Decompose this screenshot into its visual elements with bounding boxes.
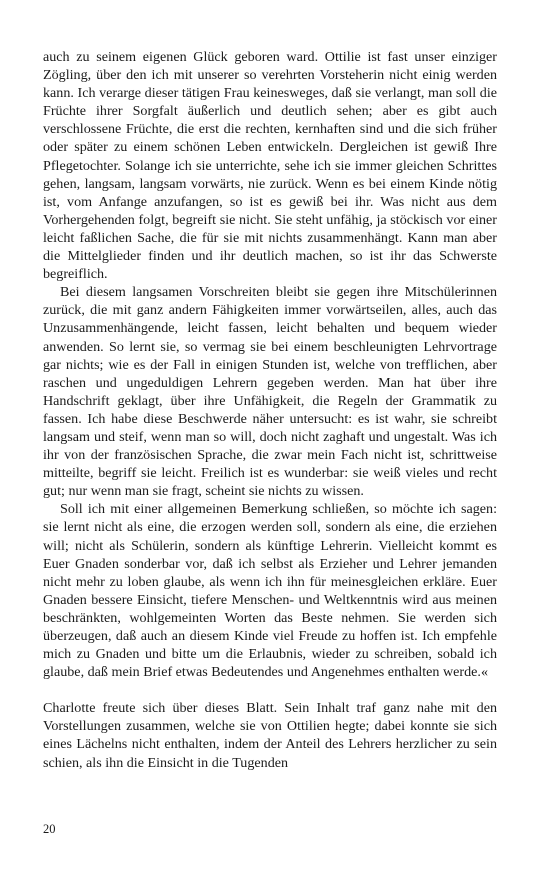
paragraph-slow-progress: Bei diesem langsamen Vorschreiten bleibt sie gegen ihre Mitschülerinnen zurück, die mit ganz andern Fähigkeiten immer vorwärtseilen, alles, auch das Unzusammenhängende, leicht fassen, leicht behalten und bequem wieder anwenden. So lernt sie, so vermag sie bei einem beschleunigten Lehrvortrage gar nichts; wie es der Fall in einigen Stunden ist, welche von trefflichen, aber raschen und ungeduldigen Lehrern gegeben werden. Man hat über ihre Handschrift geklagt, über ihre Unfähigkeit, die Regeln der Grammatik zu fassen. Ich habe diese Beschwerde näher untersucht: es ist wahr, sie schreibt langsam und steif, wenn man so will, doch nicht zaghaft und ungestalt. Was ich ihr von der französischen Sprache, die zwar mein Fach nicht ist, schrittweise mitteilte, begriff sie leicht. Freilich ist es wunderbar: sie weiß vieles und recht gut; nur wenn man sie fragt, scheint sie nichts zu wissen. <box>43 284 497 500</box>
paragraph-letter-continuation: auch zu seinem eigenen Glück geboren ward. Ottilie ist fast unser einziger Zögling, über den ich mit unserer so verehrten Vorsteherin nicht einig werden kann. Ich verarge dieser tätigen Frau keinesweges, daß sie verlangt, man soll die Früchte ihrer Sorgfalt äußerlich und deutlich sehen; aber es gibt auch verschlossene Früchte, die erst die rechten, kernhaften sind und die sich früher oder später zu einem schönen Leben entwickeln. Dergleichen ist gewiß Ihre Pflegetochter. Solange ich sie unterrichte, sehe ich sie immer gleichen Schrittes gehen, langsam, langsam vorwärts, nie zurück. Wenn es bei einem Kinde nötig ist, vom Anfange anzufangen, so ist es gewiß bei ihr. Was nicht aus dem Vorhergehenden folgt, begreift sie nicht. Sie steht unfähig, ja stöckisch vor einer leicht faßlichen Sache, die für sie mit nichts zusammenhängt. Kann man aber die Mittelglieder finden und ihr deutlich machen, so ist ihr das Schwerste begreiflich. <box>43 49 497 283</box>
paragraph-closing-remark: Soll ich mit einer allgemeinen Bemerkung schließen, so möchte ich sagen: sie lernt nicht als eine, die erzogen werden soll, sondern als eine, die erziehen will; nicht als Schülerin, sondern als künftige Lehrerin. Vielleicht kommt es Euer Gnaden sonderbar vor, daß ich selbst als Erzieher und Lehrer jemanden nicht mehr zu loben glaube, als wenn ich ihn für meinesgleichen erkläre. Euer Gnaden bessere Einsicht, tiefere Menschen- und Weltkenntnis wird aus meinen beschränkten, wohlgemeinten Worten das Beste nehmen. Sie werden sich überzeugen, daß auch an diesem Kinde viel Freude zu hoffen ist. Ich empfehle mich zu Gnaden und bitte um die Erlaubnis, wieder zu schreiben, sobald ich glaube, daß mein Brief etwas Bedeutendes und Angenehmes enthalten werde.« <box>43 501 497 681</box>
paragraph-charlotte: Charlotte freute sich über dieses Blatt. Sein Inhalt traf ganz nahe mit den Vorstellungen zusammen, welche sie von Ottilien hegte; dabei konnte sie sich eines Lächelns nicht enthalten, indem der Anteil des Lehrers herzlicher zu sein schien, als ihn die Einsicht in die Tugenden <box>43 700 497 771</box>
page-number: 20 <box>43 822 56 836</box>
book-page-text <box>43 48 497 772</box>
